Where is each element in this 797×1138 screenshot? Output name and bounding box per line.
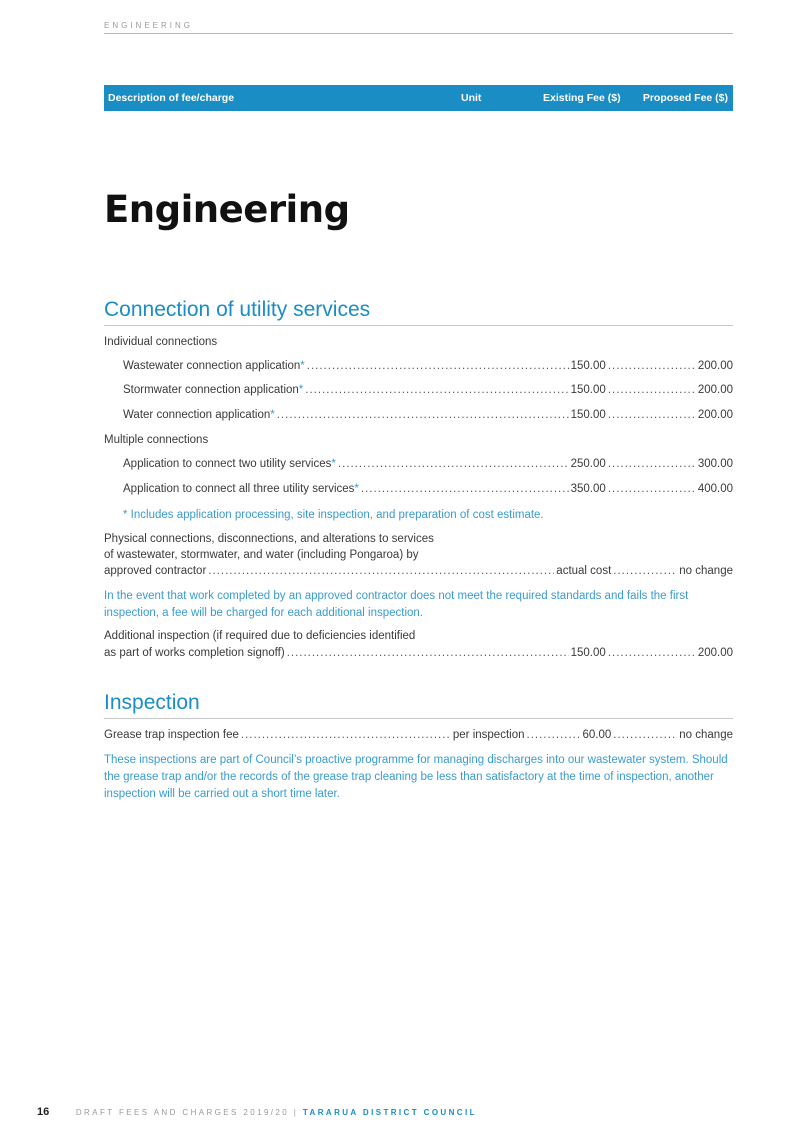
fee-row <box>123 483 733 499</box>
section-rule <box>104 325 733 326</box>
fee-label: as part of works completion signoff) <box>104 647 285 659</box>
fee-label: Wastewater connection application* <box>123 360 305 372</box>
header-rule <box>104 33 733 34</box>
fee-table-header <box>104 85 733 111</box>
existing-fee: 60.00 <box>582 729 612 741</box>
leader-dots <box>307 360 569 372</box>
fee-row <box>123 384 733 400</box>
leader-dots <box>608 384 696 396</box>
proposed-fee: 200.00 <box>697 384 733 396</box>
section-title-inspection: Inspection <box>104 691 200 714</box>
header-existing-fee: Existing Fee ($) <box>543 92 621 104</box>
section-title-connection: Connection of utility services <box>104 298 371 321</box>
header-proposed-fee: Proposed Fee ($) <box>642 92 728 104</box>
physical-line-1: Physical connections, disconnections, and alterations to services <box>104 533 434 545</box>
fee-label: approved contractor <box>104 565 207 577</box>
existing-fee: 350.00 <box>570 483 606 495</box>
footer-doc-title: DRAFT FEES AND CHARGES 2019/20 <box>75 1108 290 1117</box>
leader-dots <box>361 483 569 495</box>
page-title: Engineering <box>104 188 350 231</box>
fee-row <box>104 729 733 745</box>
subheading-multiple: Multiple connections <box>104 434 209 446</box>
leader-dots <box>608 647 696 659</box>
proposed-fee: 400.00 <box>697 483 733 495</box>
section-rule <box>104 718 733 719</box>
page-footer <box>37 1106 477 1118</box>
leader-dots <box>613 729 677 741</box>
leader-dots <box>305 384 568 396</box>
existing-fee: 150.00 <box>570 360 606 372</box>
footer-separator: | <box>293 1108 299 1117</box>
proposed-fee: 300.00 <box>697 458 733 470</box>
proposed-fee: 200.00 <box>697 360 733 372</box>
subheading-individual: Individual connections <box>104 336 218 348</box>
fee-label: Stormwater connection application* <box>123 384 304 396</box>
additional-line-1: Additional inspection (if required due to deficiencies identified <box>104 630 416 642</box>
fee-label: Water connection application* <box>123 409 275 421</box>
leader-dots <box>608 458 696 470</box>
proposed-fee: 200.00 <box>697 647 733 659</box>
page-number: 16 <box>37 1106 50 1118</box>
proposed-fee: no change <box>679 565 733 577</box>
fee-label: Application to connect all three utility services* <box>123 483 359 495</box>
leader-dots <box>527 729 581 741</box>
leader-dots <box>277 409 569 421</box>
leader-dots <box>338 458 569 470</box>
leader-dots <box>241 729 451 741</box>
existing-fee: 250.00 <box>570 458 606 470</box>
running-head: ENGINEERING <box>104 21 194 30</box>
existing-fee: actual cost <box>556 565 612 577</box>
existing-fee: 150.00 <box>570 409 606 421</box>
physical-line-2: of wastewater, stormwater, and water (including Pongaroa) by <box>104 549 419 561</box>
fee-row <box>123 360 733 376</box>
leader-dots <box>208 565 554 577</box>
fee-label: Grease trap inspection fee <box>104 729 239 741</box>
existing-fee: 150.00 <box>570 384 606 396</box>
fee-row <box>123 458 733 474</box>
footnote: * Includes application processing, site inspection, and preparation of cost estimate. <box>123 509 544 521</box>
footer-org: TARARUA DISTRICT COUNCIL <box>302 1108 477 1117</box>
fee-row <box>104 565 733 581</box>
leader-dots <box>608 360 696 372</box>
fee-row <box>104 647 733 663</box>
leader-dots <box>608 409 696 421</box>
leader-dots <box>287 647 569 659</box>
existing-fee: 150.00 <box>570 647 606 659</box>
proposed-fee: 200.00 <box>697 409 733 421</box>
header-description: Description of fee/charge <box>108 92 235 104</box>
fee-label: Application to connect two utility services* <box>123 458 336 470</box>
fee-row <box>123 409 733 425</box>
inspection-failure-note: In the event that work completed by an approved contractor does not meet the required standards and fails the first inspection, a fee will be charged for each additional inspection. <box>104 590 689 619</box>
leader-dots <box>608 483 696 495</box>
proposed-fee: no change <box>679 729 733 741</box>
unit: per inspection <box>452 729 525 741</box>
inspection-note: These inspections are part of Council’s proactive programme for managing discharges into our wastewater system. Should the grease trap and/or the records of the grease trap cleaning be less than satisfactory at the time of inspection, another inspection will be carried out a short time later. <box>104 754 728 800</box>
header-unit: Unit <box>461 92 482 104</box>
leader-dots <box>613 565 677 577</box>
